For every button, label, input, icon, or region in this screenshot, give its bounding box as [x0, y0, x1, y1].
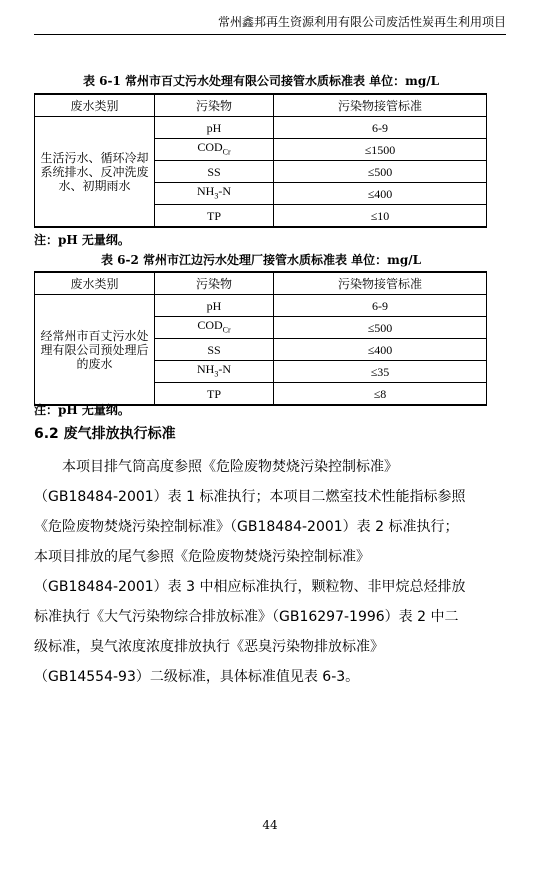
section-heading: 6.2 废气排放执行标准 [34, 426, 176, 442]
table2-note: 注：pH 无量纲。 [34, 403, 130, 417]
table1-pollutant: $COD_{Cr}$ [155, 139, 274, 161]
table1-category-cell: 生活污水、循环冷却系统排水、反冲洗废水、初期雨水 [35, 117, 155, 228]
body-line: 《危险废物焚烧污染控制标准》（GB18484-2001）表 2 标准执行； [34, 519, 459, 535]
body-line: （GB18484-2001）表 3 中相应标准执行，颗粒物、非甲烷总烃排放 [34, 579, 466, 595]
table2-caption: 表 6-2 常州市江边污水处理厂接管水质标准表 单位：mg/L [100, 253, 422, 267]
page-number: 44 [262, 818, 278, 832]
table2-pollutant: $NH_3-N$ [155, 361, 274, 383]
table1-header-category: 废水类别 [35, 94, 155, 117]
table1-standard: ≤1500 [274, 139, 487, 161]
page-header: 常州鑫邦再生资源利用有限公司废活性炭再生利用项目 [217, 15, 506, 29]
table2-header-category: 废水类别 [35, 272, 155, 295]
table2-standard: ≤400 [274, 339, 487, 361]
table1-standard: ≤500 [274, 161, 487, 183]
body-line: 本项目排放的尾气参照《危险废物焚烧污染控制标准》 [34, 549, 370, 565]
table1-standard: 6-9 [274, 117, 487, 139]
body-line: （GB14554-93）二级标准，具体标准值见表 6-3。 [34, 669, 360, 685]
table1-pollutant: SS [155, 161, 274, 183]
table1-header-standard: 污染物接管标准 [274, 94, 487, 117]
table2-category-cell: 经常州市百丈污水处理有限公司预处理后的废水 [35, 295, 155, 406]
body-line: 标准执行《大气污染物综合排放标准》（GB16297-1996）表 2 中二 [34, 609, 459, 625]
table2-header-standard: 污染物接管标准 [274, 272, 487, 295]
table2-standard: ≤35 [274, 361, 487, 383]
body-paragraph [34, 452, 486, 692]
table1-standard: ≤10 [274, 205, 487, 228]
table2-standard: ≤500 [274, 317, 487, 339]
body-line: 级标准，臭气浓度浓度排放执行《恶臭污染物排放标准》 [34, 639, 384, 655]
table2-pollutant: $COD_{Cr}$ [155, 317, 274, 339]
header-divider [34, 34, 506, 35]
table1-pollutant: pH [155, 117, 274, 139]
table2-standard: ≤8 [274, 383, 487, 406]
table1-header-pollutant: 污染物 [155, 94, 274, 117]
table1-pollutant: TP [155, 205, 274, 228]
table1-standard: ≤400 [274, 183, 487, 205]
table2-pollutant: SS [155, 339, 274, 361]
table2-header-pollutant: 污染物 [155, 272, 274, 295]
body-line: （GB18484-2001）表 1 标准执行；本项目二燃室技术性能指标参照 [34, 489, 466, 505]
table1-note: 注：pH 无量纲。 [34, 233, 130, 247]
table2-pollutant: pH [155, 295, 274, 317]
table2-wastewater-standards [34, 271, 487, 406]
table2-standard: 6-9 [274, 295, 487, 317]
body-line: 本项目排气筒高度参照《危险废物焚烧污染控制标准》 [62, 459, 398, 475]
table1-caption: 表 6-1 常州市百丈污水处理有限公司接管水质标准表 单位：mg/L [82, 74, 440, 88]
table1-wastewater-standards [34, 93, 487, 228]
table1-pollutant: $NH_3-N$ [155, 183, 274, 205]
table2-pollutant: TP [155, 383, 274, 406]
